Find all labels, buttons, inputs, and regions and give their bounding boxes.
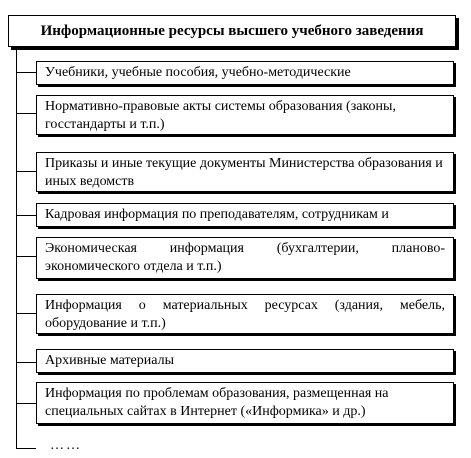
- more-items-ellipsis: ……: [50, 438, 82, 453]
- resource-item-economic: Экономическая информация (бухгалтерии, планово-экономического отдела и т.п.): [36, 237, 454, 279]
- connector-line: [16, 313, 36, 314]
- resource-item-legal-acts: Нормативно-правовые акты системы образования (законы, госстандарты и т.п.): [36, 95, 454, 135]
- connector-line: [16, 72, 36, 73]
- resource-item-internet: Информация по проблемам образования, размещенная на специальных сайтах в Интернет («Информика» и др.): [36, 382, 454, 424]
- connector-line: [16, 256, 36, 257]
- resource-item-personnel: Кадровая информация по преподавателям, сотрудникам и: [36, 203, 454, 227]
- connector-line: [16, 448, 36, 449]
- diagram-title: Информационные ресурсы высшего учебного заведения: [8, 15, 456, 47]
- connector-line: [16, 215, 36, 216]
- connector-line: [16, 171, 36, 172]
- connector-line: [16, 362, 36, 363]
- connector-line: [16, 113, 36, 114]
- resource-item-orders: Приказы и иные текущие документы Министерства образования и иных ведомств: [36, 152, 454, 192]
- connector-line: [16, 403, 36, 404]
- resource-item-material: Информация о материальных ресурсах (здания, мебель, оборудование и т.п.): [36, 294, 454, 334]
- connector-spine: [16, 47, 17, 449]
- resource-item-textbooks: Учебники, учебные пособия, учебно-методические: [36, 61, 454, 85]
- resource-item-archives: Архивные материалы: [36, 349, 454, 373]
